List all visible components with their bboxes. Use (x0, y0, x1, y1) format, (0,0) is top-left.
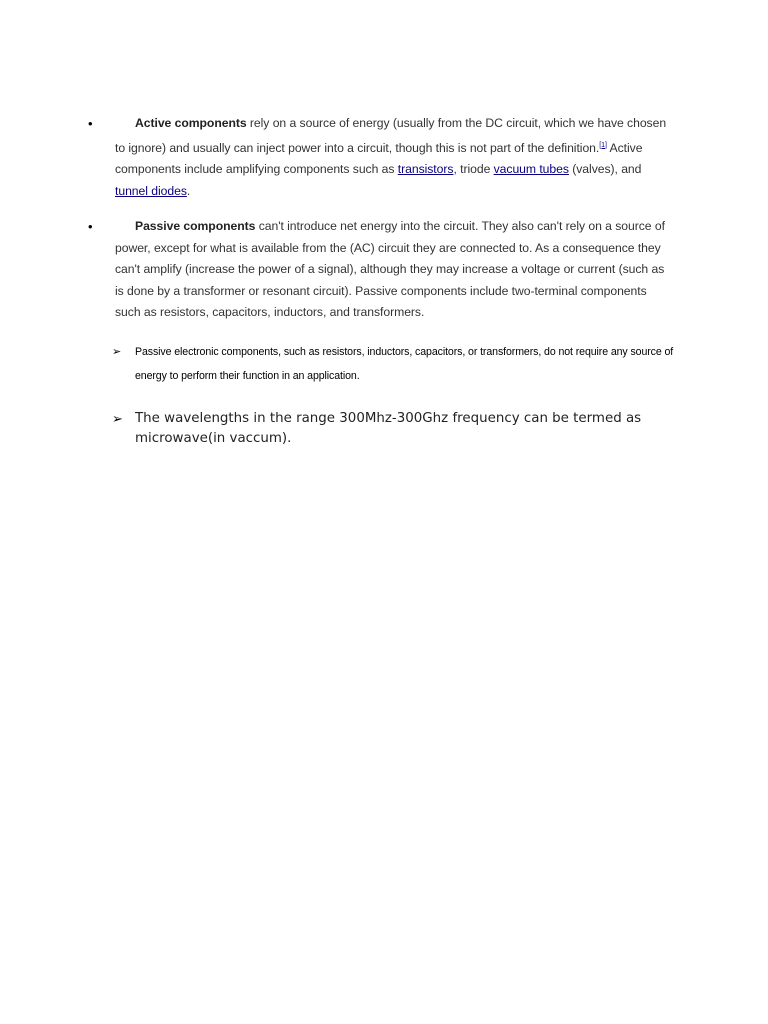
passive-text: can't introduce net energy into the circuit. They also can't rely on a source of power, except for what is available from the (AC) circuit they are connected to. As a consequence they can't amplify (increase the power of a signal), although they may increase a voltage or current (such as is done by a transformer or resonant circuit). Passive components include two-terminal components such as resistors, capacitors, inductors, and transformers. (115, 219, 665, 319)
passive-components-term: Passive components (135, 219, 256, 233)
transistors-link[interactable]: transistors (397, 162, 454, 176)
active-text-1: rely on a source of energy (usually from the DC circuit, which we have chosen to ignore) and usually can inject power into a circuit, though this is not part of the definition. (115, 116, 667, 155)
passive-components-paragraph (115, 216, 675, 324)
reference-link[interactable]: [1] (599, 141, 607, 149)
arrow-bullet-icon: ➢ (112, 411, 123, 426)
arrow-bullet-icon: ➢ (112, 346, 122, 358)
microwave-note: The wavelengths in the range 300Mhz-300Ghz frequency can be termed as microwave(in vaccum). (135, 411, 642, 446)
vacuum-tubes-link[interactable]: vacuum tubes (493, 162, 569, 176)
active-text-3: , triode (453, 162, 494, 176)
active-text-5: . (186, 183, 191, 198)
active-components-paragraph (115, 113, 675, 202)
bullet-marker: • (88, 116, 93, 131)
passive-electronic-note: Passive electronic components, such as resistors, inductors, capacitors, or transformers, do not require any source of energy to perform their function in an application. (135, 346, 674, 382)
bullet-marker: • (88, 219, 93, 234)
active-text-2: Active components include amplifying components such as (115, 140, 643, 176)
tunnel-diodes-link[interactable]: tunnel diodes (115, 183, 187, 198)
active-components-term: Active components (135, 116, 247, 130)
active-text-4: (valves), and (568, 162, 642, 176)
